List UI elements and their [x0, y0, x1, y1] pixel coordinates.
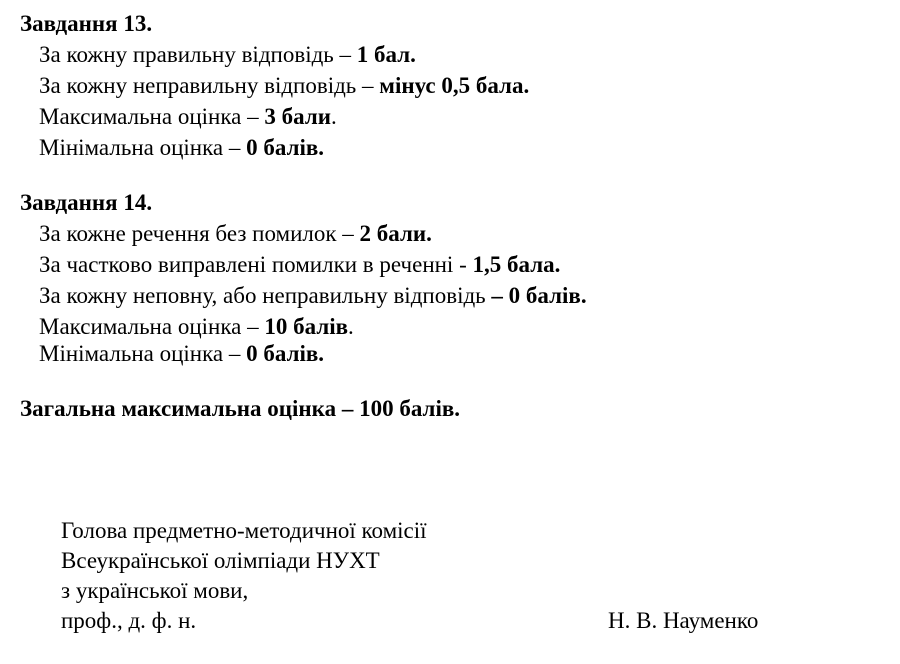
signature-line-1: Голова предметно-методичної комісії	[61, 518, 427, 543]
task-13-heading: Завдання 13.	[20, 11, 153, 36]
task-14-heading: Завдання 14.	[20, 190, 153, 215]
task-13-line-incorrect: За кожну неправильну відповідь – мінус 0,5 бала.	[39, 73, 530, 98]
task-14-line-max: Максимальна оцінка – 10 балів.	[39, 314, 354, 339]
task-14-line-incomplete: За кожну неповну, або неправильну відповідь – 0 балів.	[39, 283, 587, 308]
signature-line-3: з української мови,	[61, 578, 249, 603]
task-14-line-no-errors: За кожне речення без помилок – 2 бали.	[39, 221, 432, 246]
task-13-line-correct: За кожну правильну відповідь – 1 бал.	[39, 42, 416, 67]
total-max-score: Загальна максимальна оцінка – 100 балів.	[20, 396, 460, 421]
task-13-line-max: Максимальна оцінка – 3 бали.	[39, 104, 337, 129]
task-13-line-min: Мінімальна оцінка – 0 балів.	[39, 135, 325, 160]
task-14-line-min: Мінімальна оцінка – 0 балів.	[39, 341, 325, 366]
signature-line-4: проф., д. ф. н.	[61, 608, 197, 633]
task-14-line-partial: За частково виправлені помилки в реченні - 1,5 бала.	[39, 252, 561, 277]
signature-line-2: Всеукраїнської олімпіади НУХТ	[61, 548, 380, 573]
signatory-name: Н. В. Науменко	[608, 608, 759, 633]
